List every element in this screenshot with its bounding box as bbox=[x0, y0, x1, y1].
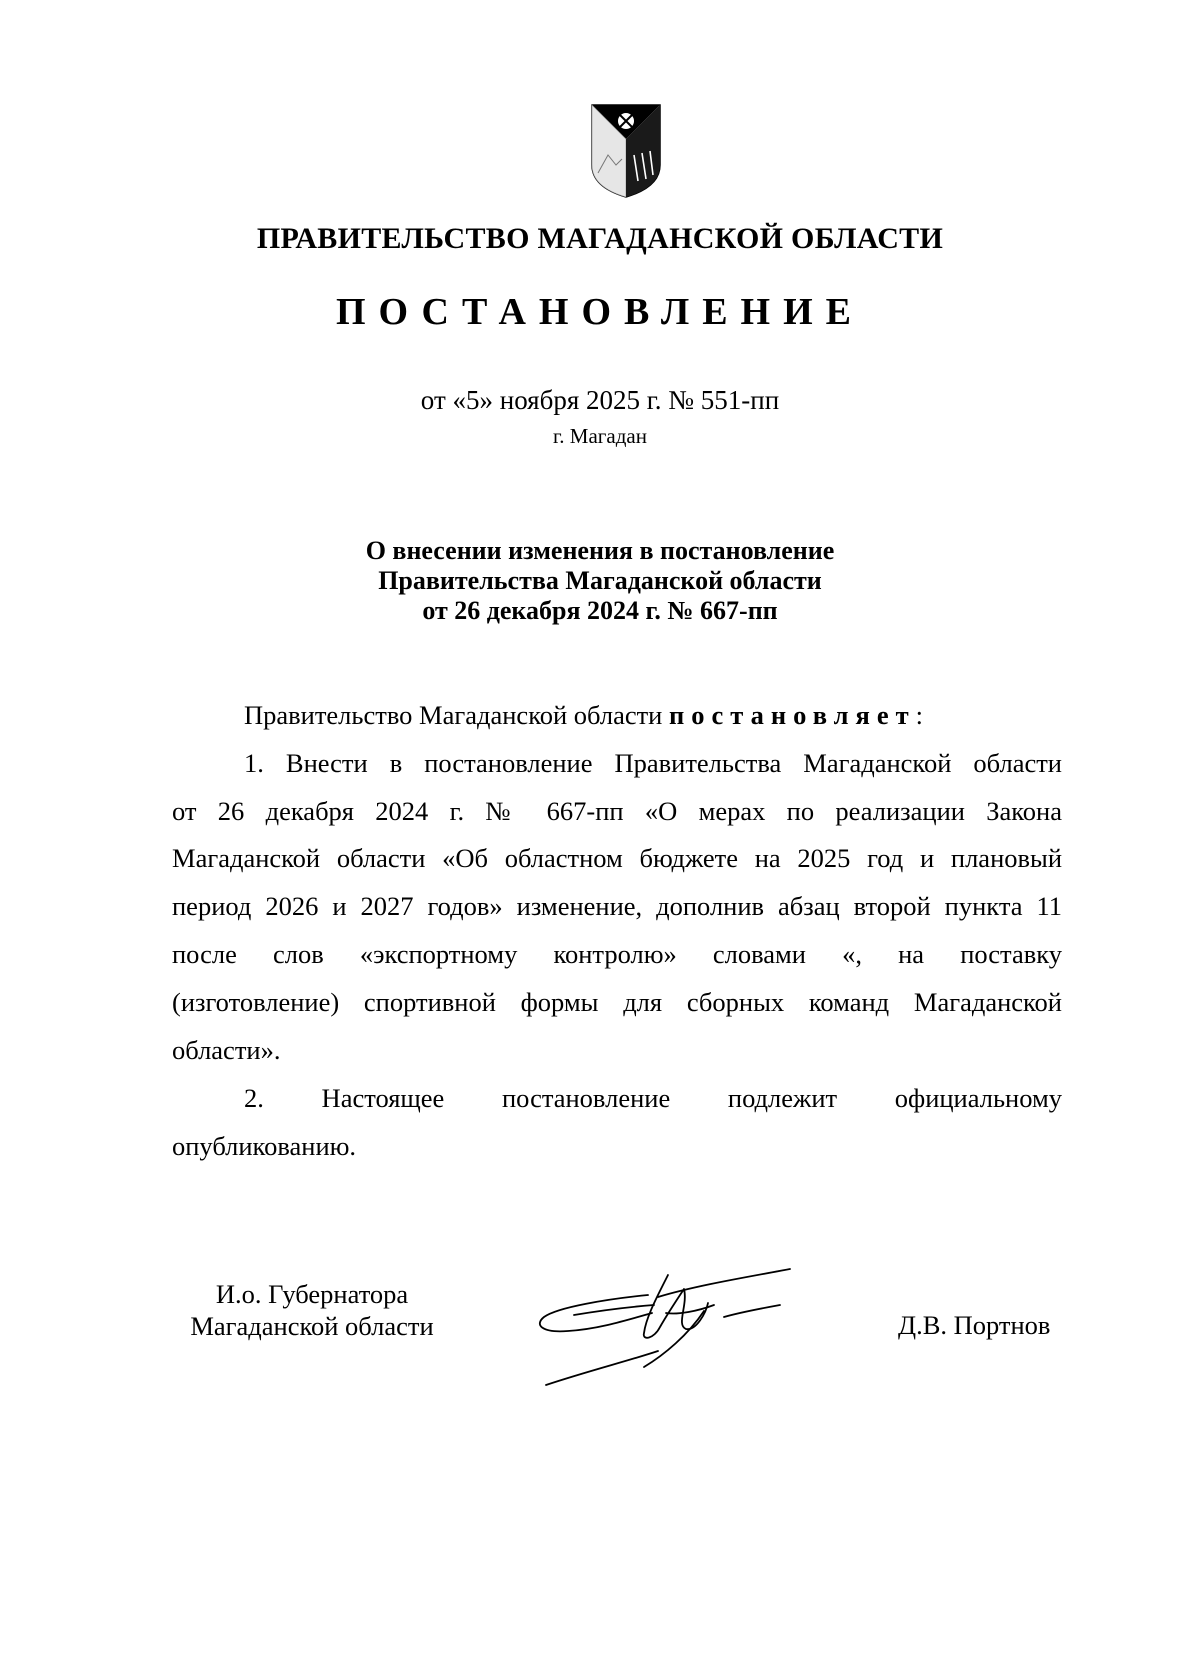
signer-name: Д.В. Портнов bbox=[898, 1310, 1051, 1340]
document-date-number: от «5» ноября 2025 г. № 551-пп bbox=[420, 385, 780, 415]
paragraph-1-line: (изготовление) спортивной формы для сборных команд Магаданской bbox=[172, 987, 1062, 1017]
handwritten-signature-icon bbox=[528, 1255, 798, 1395]
paragraph-1-line: от 26 декабря 2024 г. № 667-пп «О мерах по реализации Закона bbox=[172, 796, 1062, 826]
document-subject bbox=[0, 536, 1200, 626]
signatory-title-line: И.о. Губернатора bbox=[215, 1279, 409, 1309]
subject-line: Правительства Магаданской области bbox=[378, 566, 822, 595]
paragraph-2-line: 2. Настоящее постановление подлежит официальному bbox=[244, 1083, 1062, 1113]
subject-line: от 26 декабря 2024 г. № 667-пп bbox=[422, 596, 778, 625]
paragraph-1-line: области». bbox=[172, 1035, 281, 1065]
paragraph-1-line: Магаданской области «Об областном бюджете на 2025 год и плановый bbox=[172, 843, 1062, 873]
resolution-intro bbox=[244, 700, 1064, 731]
document-type: ПОСТАНОВЛЕНИЕ bbox=[335, 291, 865, 333]
paragraph-1-line: 1. Внести в постановление Правительства Магаданской области bbox=[244, 748, 1062, 778]
paragraph-1-line: период 2026 и 2027 годов» изменение, дополнив абзац второй пункта 11 bbox=[172, 891, 1062, 921]
magadan-coat-of-arms-icon bbox=[590, 103, 662, 199]
document-city: г. Магадан bbox=[553, 424, 647, 448]
paragraph-1-line: после слов «экспортному контролю» словами «, на поставку bbox=[172, 939, 1062, 969]
signatory-title-line: Магаданской области bbox=[190, 1311, 434, 1341]
intro-text: Правительство Магаданской области bbox=[244, 700, 669, 730]
paragraph-2-line: опубликованию. bbox=[172, 1131, 357, 1161]
subject-line: О внесении изменения в постановление bbox=[365, 536, 835, 565]
government-name: ПРАВИТЕЛЬСТВО МАГАДАНСКОЙ ОБЛАСТИ bbox=[256, 222, 944, 255]
signatory-title bbox=[172, 1278, 452, 1342]
intro-resolves-word: постановляет bbox=[668, 700, 916, 730]
intro-colon: : bbox=[915, 700, 924, 730]
